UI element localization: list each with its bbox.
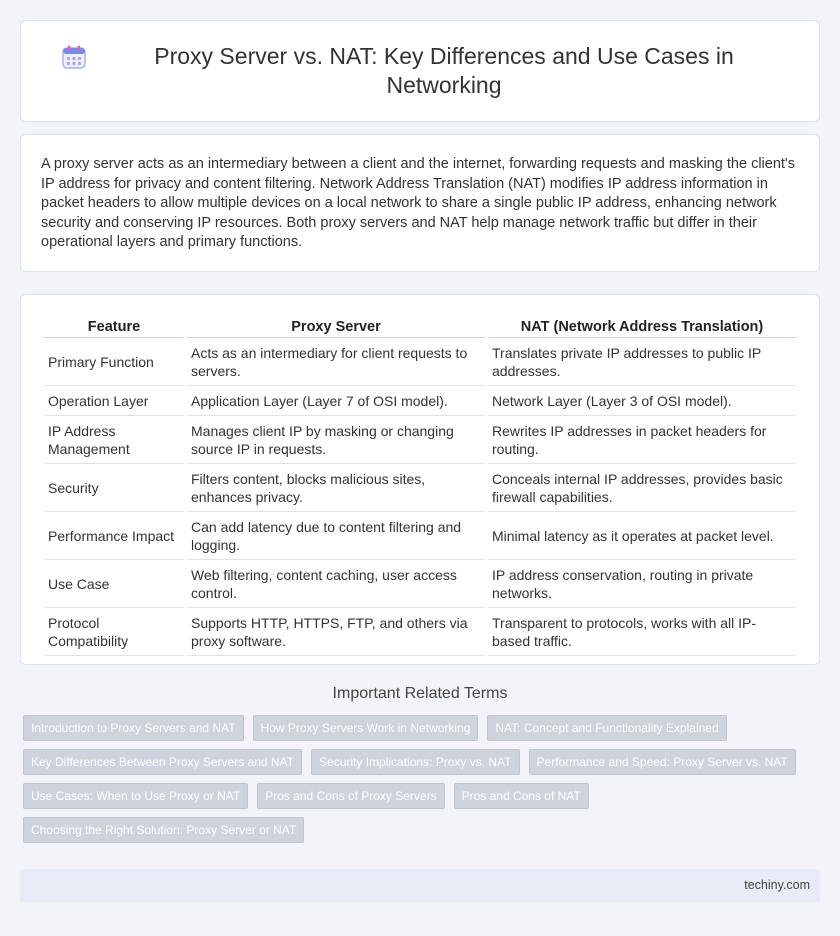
nat-cell: Conceals internal IP addresses, provides basic firewall capabilities. xyxy=(488,464,796,512)
comparison-table-card xyxy=(20,294,820,665)
feature-cell: Use Case xyxy=(44,560,184,608)
feature-cell: Protocol Compatibility xyxy=(44,608,184,656)
page-header xyxy=(20,20,820,122)
related-term-tag[interactable]: How Proxy Servers Work in Networking xyxy=(253,715,479,741)
feature-cell: IP Address Management xyxy=(44,416,184,464)
related-term-tag[interactable]: Security Implications: Proxy vs. NAT xyxy=(311,749,520,775)
table-row xyxy=(44,560,796,608)
nat-cell: IP address conservation, routing in private networks. xyxy=(488,560,796,608)
proxy-cell: Application Layer (Layer 7 of OSI model). xyxy=(187,386,485,416)
feature-cell: Security xyxy=(44,464,184,512)
table-header-row xyxy=(44,315,796,338)
feature-cell: Primary Function xyxy=(44,338,184,386)
nat-cell: Network Layer (Layer 3 of OSI model). xyxy=(488,386,796,416)
proxy-cell: Supports HTTP, HTTPS, FTP, and others via proxy software. xyxy=(187,608,485,656)
table-row xyxy=(44,416,796,464)
intro-section xyxy=(20,134,820,272)
nat-cell: Translates private IP addresses to public IP addresses. xyxy=(488,338,796,386)
footer xyxy=(20,869,820,902)
column-header-feature: Feature xyxy=(44,315,184,338)
intro-text: A proxy server acts as an intermediary between a client and the internet, forwarding requests and masking the client's IP address for privacy and content filtering. Network Address Translation (NAT) modifies IP address information in packet headers to allow multiple devices on a local network to share a single public IP address, enhancing network security and conserving IP resources. Both proxy servers and NAT help manage network traffic but differ in their operational layers and primary functions. xyxy=(41,156,795,250)
column-header-nat: NAT (Network Address Translation) xyxy=(488,315,796,338)
feature-cell: Performance Impact xyxy=(44,512,184,560)
calendar-icon xyxy=(61,44,87,70)
related-term-tag[interactable]: NAT: Concept and Functionality Explained xyxy=(487,715,726,741)
table-row xyxy=(44,338,796,386)
table-row xyxy=(44,386,796,416)
related-term-tag[interactable]: Choosing the Right Solution: Proxy Server or NAT xyxy=(23,817,304,843)
related-term-tag[interactable]: Pros and Cons of NAT xyxy=(454,783,589,809)
comparison-table xyxy=(41,315,799,656)
nat-cell: Rewrites IP addresses in packet headers for routing. xyxy=(488,416,796,464)
related-term-tag[interactable]: Performance and Speed: Proxy Server vs. NAT xyxy=(529,749,796,775)
feature-cell: Operation Layer xyxy=(44,386,184,416)
related-term-tag[interactable]: Use Cases: When to Use Proxy or NAT xyxy=(23,783,248,809)
page-title: Proxy Server vs. NAT: Key Differences and Use Cases in Networking xyxy=(154,43,734,98)
related-terms-title: Important Related Terms xyxy=(332,685,508,702)
column-header-proxy: Proxy Server xyxy=(187,315,485,338)
table-row xyxy=(44,464,796,512)
nat-cell: Minimal latency as it operates at packet level. xyxy=(488,512,796,560)
related-term-tag[interactable]: Pros and Cons of Proxy Servers xyxy=(257,783,444,809)
related-term-tag[interactable]: Key Differences Between Proxy Servers and NAT xyxy=(23,749,302,775)
proxy-cell: Acts as an intermediary for client requests to servers. xyxy=(187,338,485,386)
table-row xyxy=(44,512,796,560)
proxy-cell: Manages client IP by masking or changing source IP in requests. xyxy=(187,416,485,464)
nat-cell: Transparent to protocols, works with all IP-based traffic. xyxy=(488,608,796,656)
proxy-cell: Can add latency due to content filtering and logging. xyxy=(187,512,485,560)
related-term-tag[interactable]: Introduction to Proxy Servers and NAT xyxy=(23,715,244,741)
proxy-cell: Filters content, blocks malicious sites, enhances privacy. xyxy=(187,464,485,512)
footer-site-link[interactable]: techiny.com xyxy=(744,878,810,892)
related-terms-tags xyxy=(20,715,820,851)
proxy-cell: Web filtering, content caching, user access control. xyxy=(187,560,485,608)
table-row xyxy=(44,608,796,656)
